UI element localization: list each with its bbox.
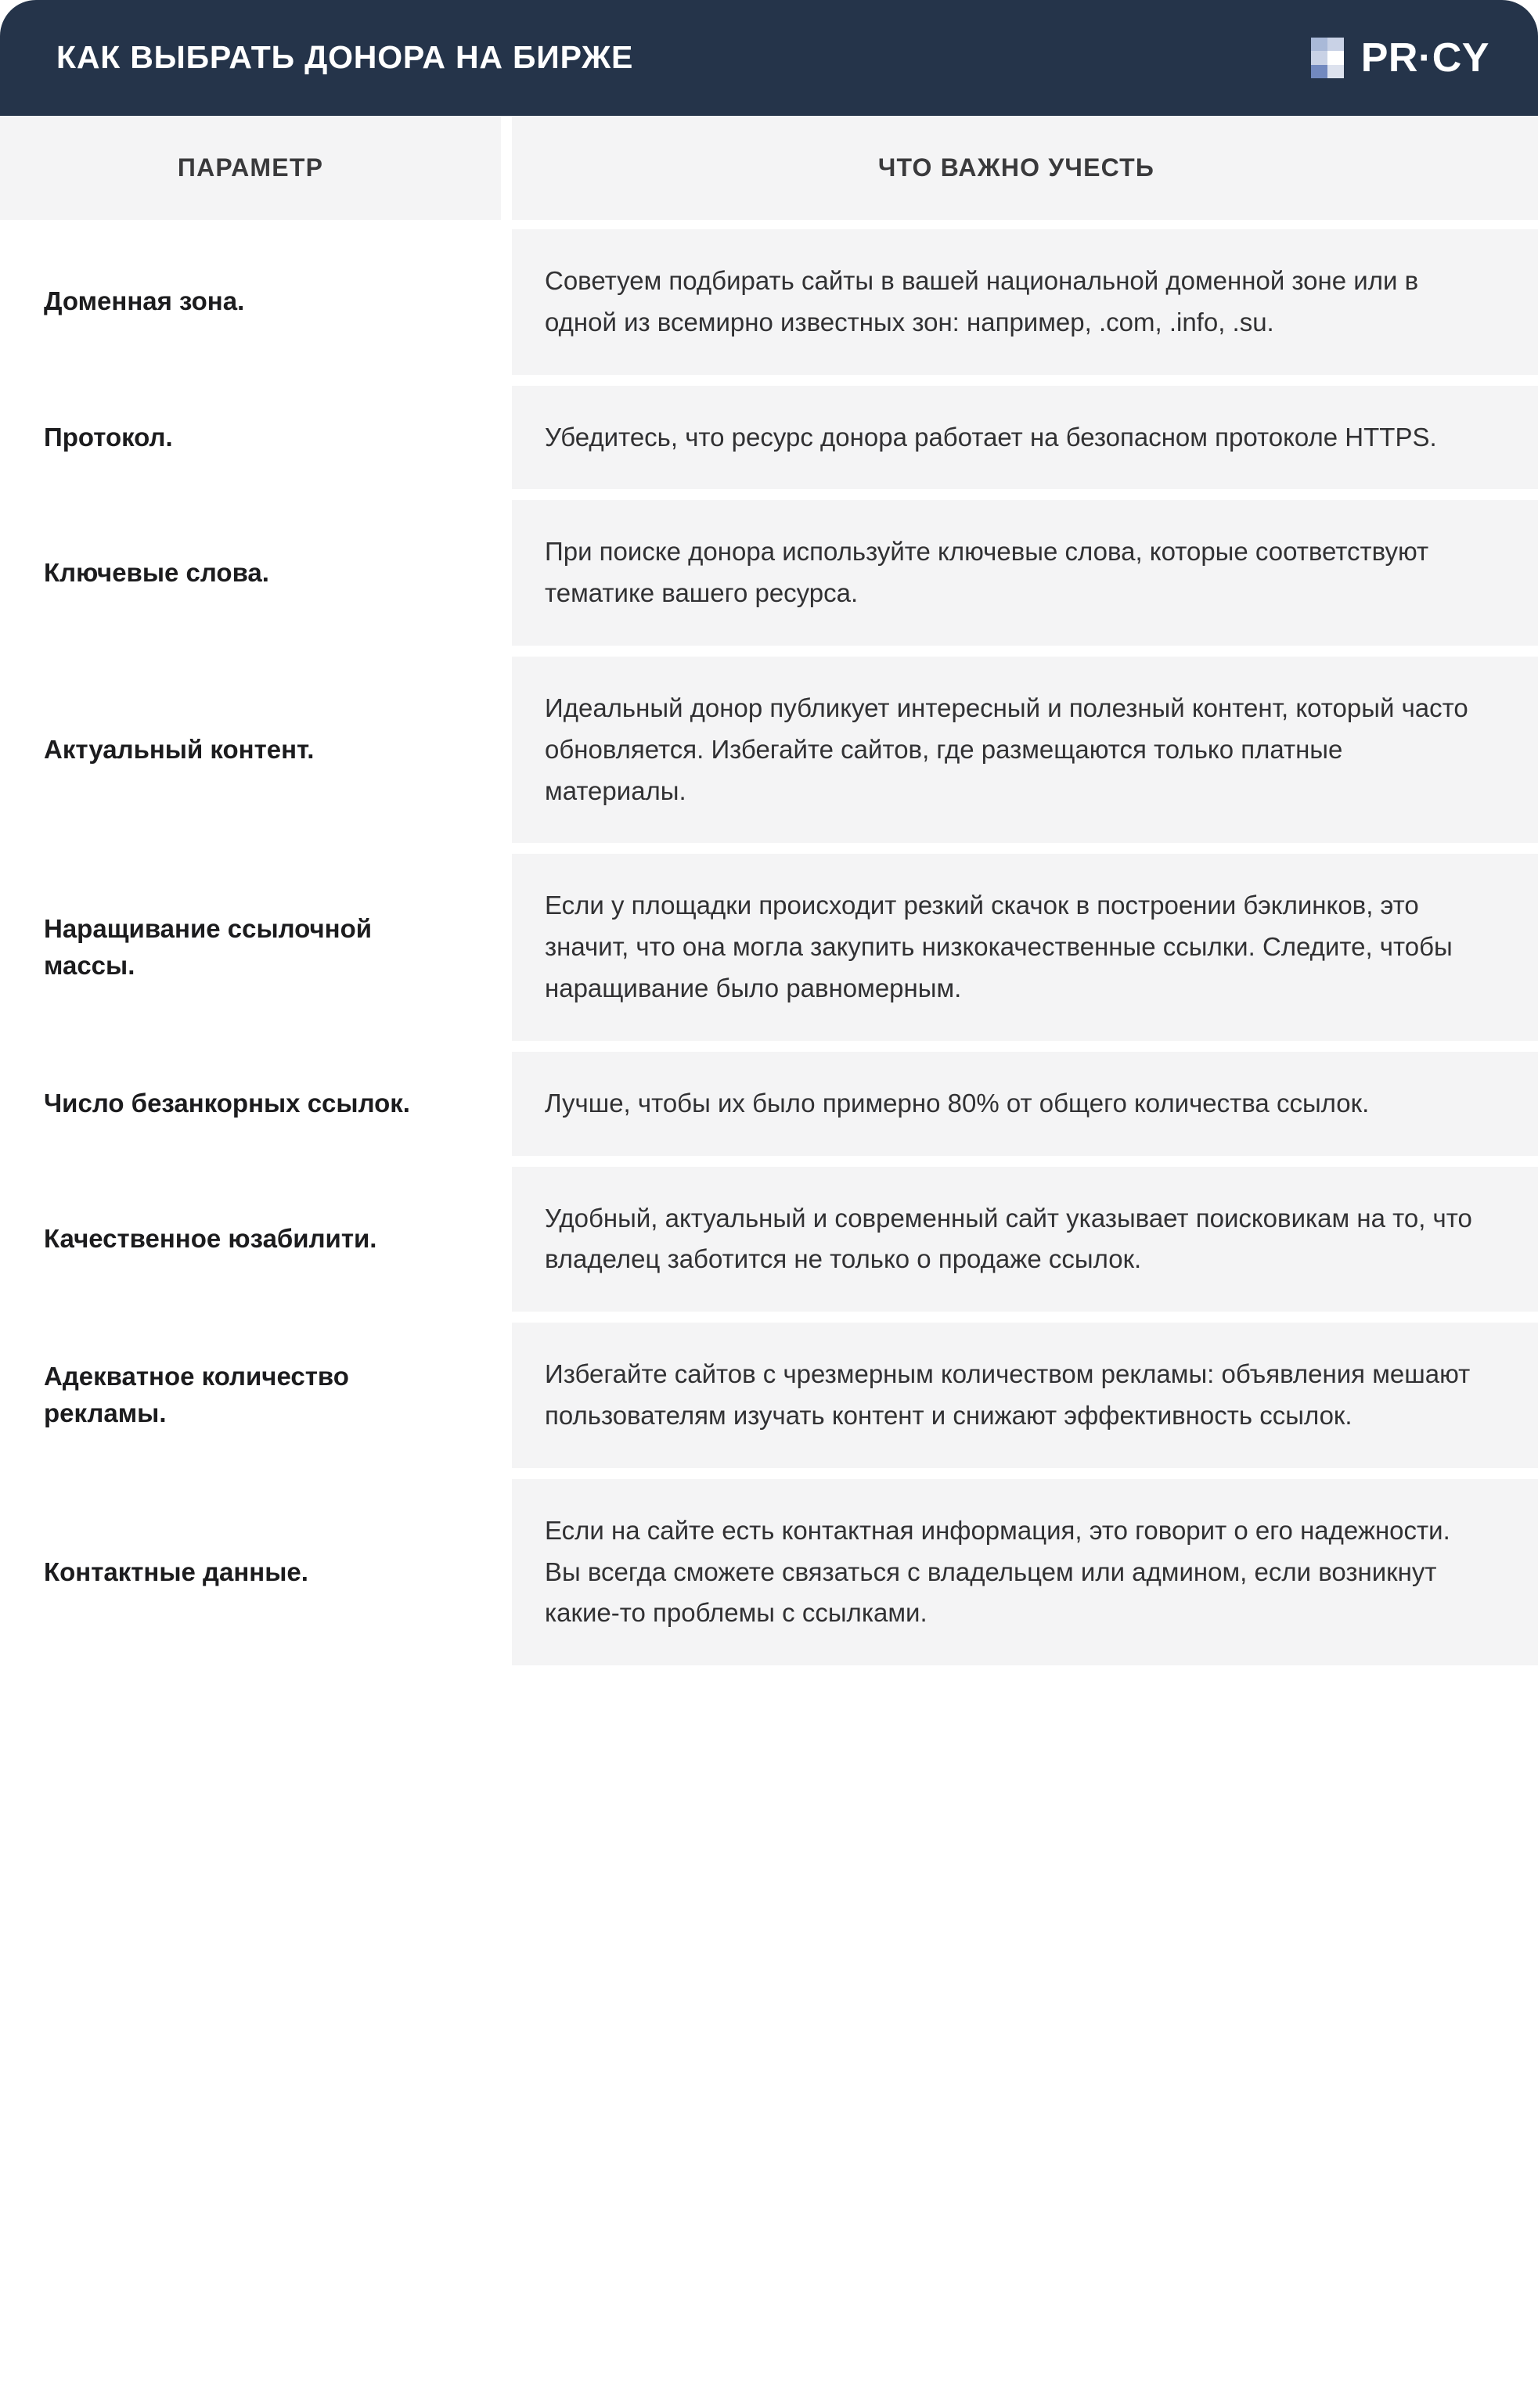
parameter-label: Доменная зона. (44, 286, 245, 316)
row-note-cell (512, 386, 1538, 490)
parameter-label: Число безанкорных ссылок. (44, 1088, 410, 1118)
row-parameter-cell (0, 386, 501, 490)
table-row (0, 229, 1538, 375)
row-parameter-cell (0, 657, 501, 843)
note-text: Лучше, чтобы их было примерно 80% от общего количества ссылок. (545, 1088, 1370, 1118)
row-parameter-cell (0, 229, 501, 375)
note-text: Удобный, актуальный и современный сайт указывает поисковикам на то, что владелец заботится не только о продаже ссылок. (545, 1203, 1472, 1274)
parameter-label: Контактные данные. (44, 1557, 308, 1586)
row-parameter-cell (0, 1052, 501, 1156)
brand-logo (1311, 35, 1489, 81)
note-text: Советуем подбирать сайты в вашей национальной доменной зоне или в одной из всемирно известных зон: например, .com, .info, .su. (545, 266, 1419, 337)
parameter-label: Протокол. (44, 422, 173, 452)
prcy-logo-icon (1311, 38, 1344, 78)
table-row (0, 657, 1538, 843)
row-note-cell (512, 1323, 1538, 1468)
table-row (0, 1479, 1538, 1665)
column-header-label: ПАРАМЕТР (177, 153, 324, 182)
row-note-cell (512, 1479, 1538, 1665)
row-note-cell (512, 229, 1538, 375)
row-note-cell (512, 657, 1538, 843)
row-parameter-cell (0, 1323, 501, 1468)
row-parameter-cell (0, 854, 501, 1040)
note-text: Если на сайте есть контактная информация, это говорит о его надежности. Вы всегда сможете связаться с владельцем или админом, если возникнут какие-то проблемы с ссылками. (545, 1515, 1450, 1628)
row-note-cell (512, 1052, 1538, 1156)
parameter-label: Качественное юзабилити. (44, 1223, 377, 1253)
table-row (0, 1052, 1538, 1156)
parameter-label: Актуальный контент. (44, 734, 315, 764)
table-row (0, 1323, 1538, 1468)
note-text: При поиске донора используйте ключевые слова, которые соответствуют тематике вашего ресурса. (545, 537, 1429, 608)
column-header-label: ЧТО ВАЖНО УЧЕСТЬ (877, 153, 1155, 182)
row-note-cell (512, 500, 1538, 646)
top-header-bar (0, 0, 1538, 116)
row-note-cell (512, 854, 1538, 1040)
row-parameter-cell (0, 1479, 501, 1665)
header-cell-note (512, 116, 1538, 220)
table-row (0, 386, 1538, 490)
header-cell-parameter (0, 116, 501, 220)
brand-name-label: PR·CY (1360, 35, 1489, 81)
page-title: КАК ВЫБРАТЬ ДОНОРА НА БИРЖЕ (56, 39, 634, 76)
row-note-cell (512, 1167, 1538, 1312)
note-text: Избегайте сайтов с чрезмерным количеством рекламы: объявления мешают пользователям изучать контент и снижают эффективность ссылок. (545, 1359, 1471, 1430)
note-text: Идеальный донор публикует интересный и полезный контент, который часто обновляется. Избегайте сайтов, где размещаются только платные материалы. (545, 693, 1468, 805)
parameter-label: Наращивание ссылочной массы. (44, 913, 373, 980)
row-parameter-cell (0, 500, 501, 646)
table-row (0, 854, 1538, 1040)
note-text: Если у площадки происходит резкий скачок в построении бэклинков, это значит, что она могла закупить низкокачественные ссылки. Следите, чтобы наращивание было равномерным. (545, 891, 1453, 1002)
comparison-table (0, 116, 1538, 1665)
parameter-label: Ключевые слова. (44, 557, 269, 587)
note-text: Убедитесь, что ресурс донора работает на безопасном протоколе HTTPS. (545, 422, 1437, 452)
table-row (0, 1167, 1538, 1312)
table-header-row (0, 116, 1538, 220)
table-row (0, 500, 1538, 646)
row-parameter-cell (0, 1167, 501, 1312)
parameter-label: Адекватное количество рекламы. (44, 1362, 349, 1427)
